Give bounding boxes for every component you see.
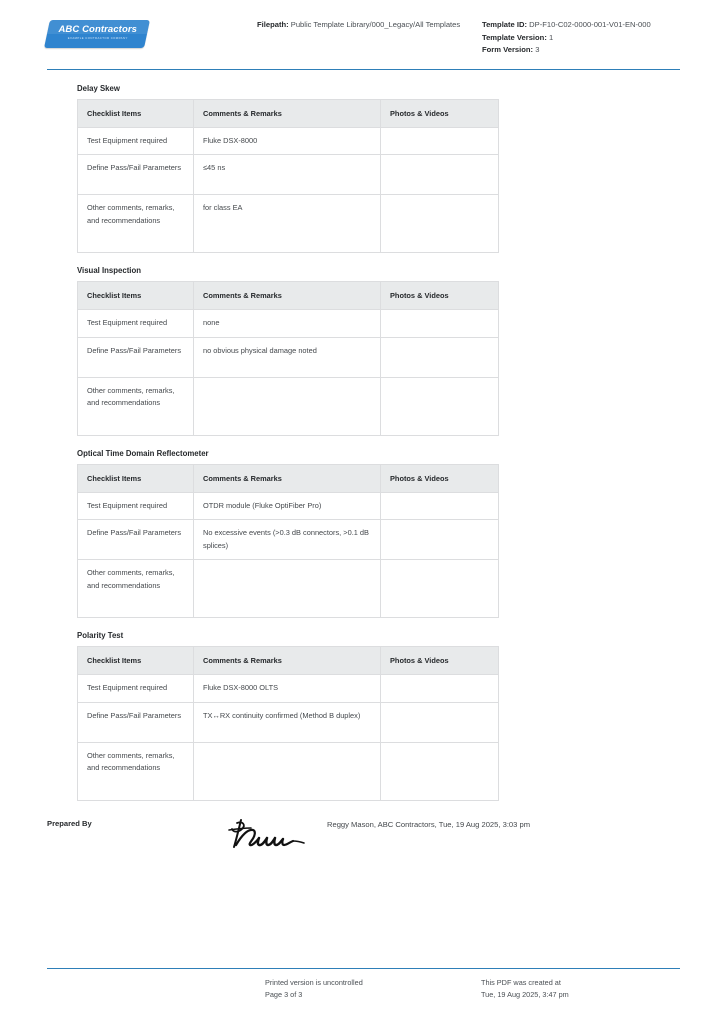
cell-photos (381, 127, 499, 155)
cell-photos (381, 560, 499, 618)
cell-comment: Fluke DSX-8000 (194, 127, 381, 155)
cell-comment: OTDR module (Fluke OptiFiber Pro) (194, 492, 381, 520)
cell-comment: Fluke DSX-8000 OLTS (194, 675, 381, 703)
column-header-checklist-items: Checklist Items (78, 99, 194, 127)
cell-photos (381, 310, 499, 338)
column-header-comments-remarks: Comments & Remarks (194, 464, 381, 492)
cell-checklist-item: Other comments, remarks, and recommendations (78, 195, 194, 253)
form-version-label: Form Version: (482, 45, 534, 54)
prepared-by-label: Prepared By (47, 818, 92, 828)
table-row (78, 560, 499, 618)
section-title: Visual Inspection (77, 266, 141, 275)
footer-right-block (481, 977, 680, 1000)
cell-photos (381, 702, 499, 742)
cell-checklist-item: Other comments, remarks, and recommendations (78, 377, 194, 435)
checklist-section (77, 266, 680, 436)
column-header-comments-remarks: Comments & Remarks (194, 647, 381, 675)
table-row (78, 520, 499, 560)
table-header-row (78, 464, 499, 492)
cell-comment (194, 377, 381, 435)
prepared-by-row (0, 801, 725, 859)
cell-checklist-item: Test Equipment required (78, 492, 194, 520)
checklist-table (77, 281, 499, 436)
table-header-row (78, 647, 499, 675)
cell-checklist-item: Other comments, remarks, and recommendations (78, 560, 194, 618)
header-divider (47, 69, 680, 70)
table-row (78, 195, 499, 253)
cell-comment (194, 742, 381, 800)
cell-photos (381, 520, 499, 560)
template-version-value: 1 (548, 32, 554, 42)
cell-photos (381, 337, 499, 377)
column-header-photos-videos: Photos & Videos (381, 282, 499, 310)
column-header-checklist-items: Checklist Items (78, 464, 194, 492)
document-body (0, 84, 725, 801)
footer-pdf-created-timestamp: Tue, 19 Aug 2025, 3:47 pm (481, 989, 569, 999)
table-row (78, 742, 499, 800)
table-row (78, 337, 499, 377)
cell-comment: none (194, 310, 381, 338)
table-row (78, 127, 499, 155)
abc-contractors-logo (44, 20, 150, 48)
filepath-meta (257, 16, 482, 32)
table-row (78, 377, 499, 435)
column-header-checklist-items: Checklist Items (78, 282, 194, 310)
cell-comment: no obvious physical damage noted (194, 337, 381, 377)
cell-checklist-item: Define Pass/Fail Parameters (78, 337, 194, 377)
footer-pdf-created-label: This PDF was created at (481, 978, 561, 987)
column-header-comments-remarks: Comments & Remarks (194, 99, 381, 127)
cell-checklist-item: Test Equipment required (78, 675, 194, 703)
column-header-photos-videos: Photos & Videos (381, 647, 499, 675)
cell-photos (381, 742, 499, 800)
cell-comment: TX↔RX continuity confirmed (Method B duplex) (194, 702, 381, 742)
cell-photos (381, 377, 499, 435)
template-id-value: DP-F10-C02-0000-001-V01-EN-000 (529, 20, 651, 29)
checklist-section (77, 631, 680, 801)
checklist-table (77, 99, 499, 254)
filepath-label: Filepath: (257, 20, 289, 29)
footer-uncontrolled-notice: Printed version is uncontrolled (265, 978, 363, 987)
column-header-checklist-items: Checklist Items (78, 647, 194, 675)
footer-page-number: Page 3 of 3 (265, 989, 303, 999)
checklist-section (77, 449, 680, 619)
table-row (78, 675, 499, 703)
column-header-photos-videos: Photos & Videos (381, 99, 499, 127)
template-id-label: Template ID: (482, 20, 528, 29)
logo-company-subtitle: EXAMPLE CONTRACTOR COMPANY (67, 36, 128, 40)
cell-comment (194, 560, 381, 618)
section-title: Delay Skew (77, 83, 120, 93)
signature-image (217, 817, 327, 859)
footer-left-block (265, 977, 481, 1000)
checklist-table (77, 646, 499, 801)
table-header-row (78, 99, 499, 127)
page-footer (0, 968, 725, 1000)
template-version-label: Template Version: (482, 32, 547, 42)
cell-checklist-item: Test Equipment required (78, 127, 194, 155)
cell-comment: No excessive events (>0.3 dB connectors, >0.1 dB splices) (194, 520, 381, 560)
table-header-row (78, 282, 499, 310)
table-row (78, 492, 499, 520)
section-title: Optical Time Domain Reflectometer (77, 448, 209, 458)
checklist-section (77, 84, 680, 254)
cell-checklist-item: Define Pass/Fail Parameters (78, 155, 194, 195)
section-title: Polarity Test (77, 631, 124, 640)
cell-photos (381, 155, 499, 195)
cell-checklist-item: Other comments, remarks, and recommendations (78, 742, 194, 800)
prepared-by-meta: Reggy Mason, ABC Contractors, Tue, 19 Aug 2025, 3:03 pm (327, 819, 531, 829)
cell-photos (381, 675, 499, 703)
cell-comment: for class EA (194, 195, 381, 253)
column-header-photos-videos: Photos & Videos (381, 464, 499, 492)
cell-photos (381, 492, 499, 520)
page-header (0, 0, 725, 57)
cell-checklist-item: Define Pass/Fail Parameters (78, 520, 194, 560)
cell-comment: ≤45 ns (194, 155, 381, 195)
cell-checklist-item: Define Pass/Fail Parameters (78, 702, 194, 742)
form-version-value: 3 (535, 45, 540, 54)
table-row (78, 702, 499, 742)
filepath-value: Public Template Library/000_Legacy/All Templates (290, 20, 461, 29)
cell-checklist-item: Test Equipment required (78, 310, 194, 338)
brand-logo-block (47, 16, 257, 48)
table-row (78, 155, 499, 195)
template-meta (482, 16, 680, 57)
cell-photos (381, 195, 499, 253)
column-header-comments-remarks: Comments & Remarks (194, 282, 381, 310)
table-row (78, 310, 499, 338)
checklist-table (77, 464, 499, 619)
logo-company-name: ABC Contractors (58, 24, 138, 35)
